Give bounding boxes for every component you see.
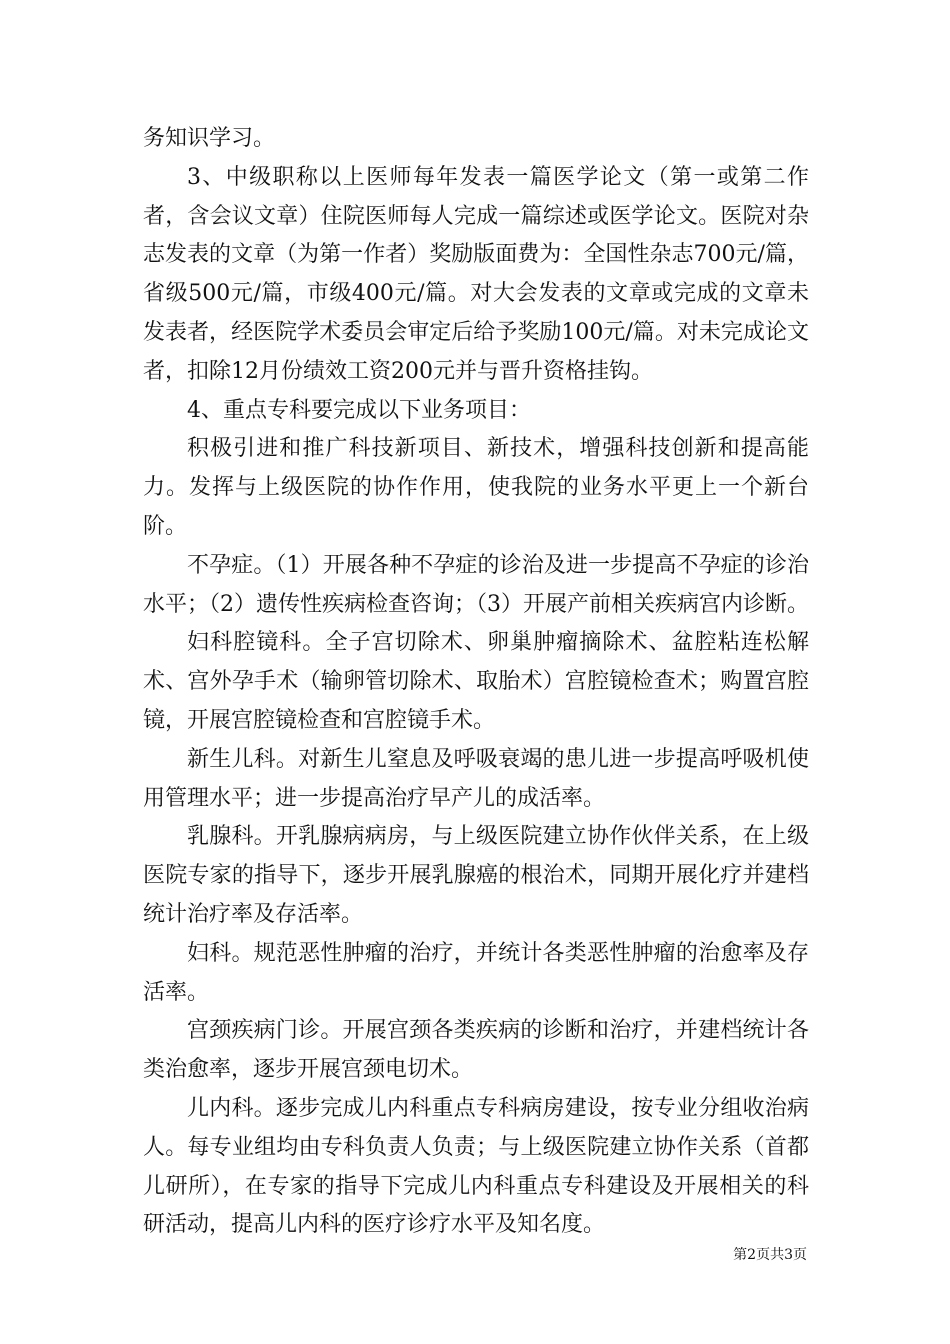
- paragraph-item-4-heading: 4、重点专科要完成以下业务项目：: [187, 397, 531, 423]
- page-number: 第2页共3页: [733, 1247, 807, 1263]
- paragraph-gynecology: 妇科。规范恶性肿瘤的治疗，并统计各类恶性肿瘤的治愈率及存活率。: [143, 940, 809, 1005]
- paragraph-item-3-papers: 3、中级职称以上医师每年发表一篇医学论文（第一或第二作者，含会议文章）住院医师每人完成一篇综述或医学论文。医院对杂志发表的文章（为第一作者）奖励版面费为：全国性杂志700元/篇，省级500元/篇，市级400元/篇。对大会发表的文章或完成的文章未发表者，经医院学术委员会审定后给予奖励100元/篇。对未完成论文者，扣除12月份绩效工资200元并与晋升资格挂钩。: [143, 164, 809, 384]
- paragraph-continuation: 务知识学习。: [143, 126, 276, 151]
- document-body: [143, 120, 809, 1245]
- paragraph-cervical-clinic: 宫颈疾病门诊。开展宫颈各类疾病的诊断和治疗，并建档统计各类治愈率，逐步开展宫颈电切术。: [143, 1018, 809, 1083]
- paragraph-breast: 乳腺科。开乳腺病病房，与上级医院建立协作伙伴关系，在上级医院专家的指导下，逐步开展乳腺癌的根治术，同期开展化疗并建档统计治疗率及存活率。: [143, 824, 809, 927]
- paragraph-infertility: 不孕症。（1）开展各种不孕症的诊治及进一步提高不孕症的诊治水平；（2）遗传性疾病检查咨询；（3）开展产前相关疾病宫内诊断。: [143, 552, 809, 617]
- paragraph-pediatrics: 儿内科。逐步完成儿内科重点专科病房建设，按专业分组收治病人。每专业组均由专科负责人负责；与上级医院建立协作关系（首都儿研所），在专家的指导下完成儿内科重点专科建设及开展相关的科研活动，提高儿内科的医疗诊疗水平及知名度。: [143, 1095, 809, 1238]
- paragraph-tech-projects: 积极引进和推广科技新项目、新技术，增强科技创新和提高能力。发挥与上级医院的协作作用，使我院的业务水平更上一个新台阶。: [143, 436, 809, 539]
- paragraph-gyn-endoscopy: 妇科腔镜科。全子宫切除术、卵巢肿瘤摘除术、盆腔粘连松解术、宫外孕手术（输卵管切除术、取胎术）宫腔镜检查术；购置宫腔镜，开展宫腔镜检查和宫腔镜手术。: [143, 630, 809, 733]
- paragraph-neonatology: 新生儿科。对新生儿窒息及呼吸衰竭的患儿进一步提高呼吸机使用管理水平；进一步提高治疗早产儿的成活率。: [143, 746, 809, 811]
